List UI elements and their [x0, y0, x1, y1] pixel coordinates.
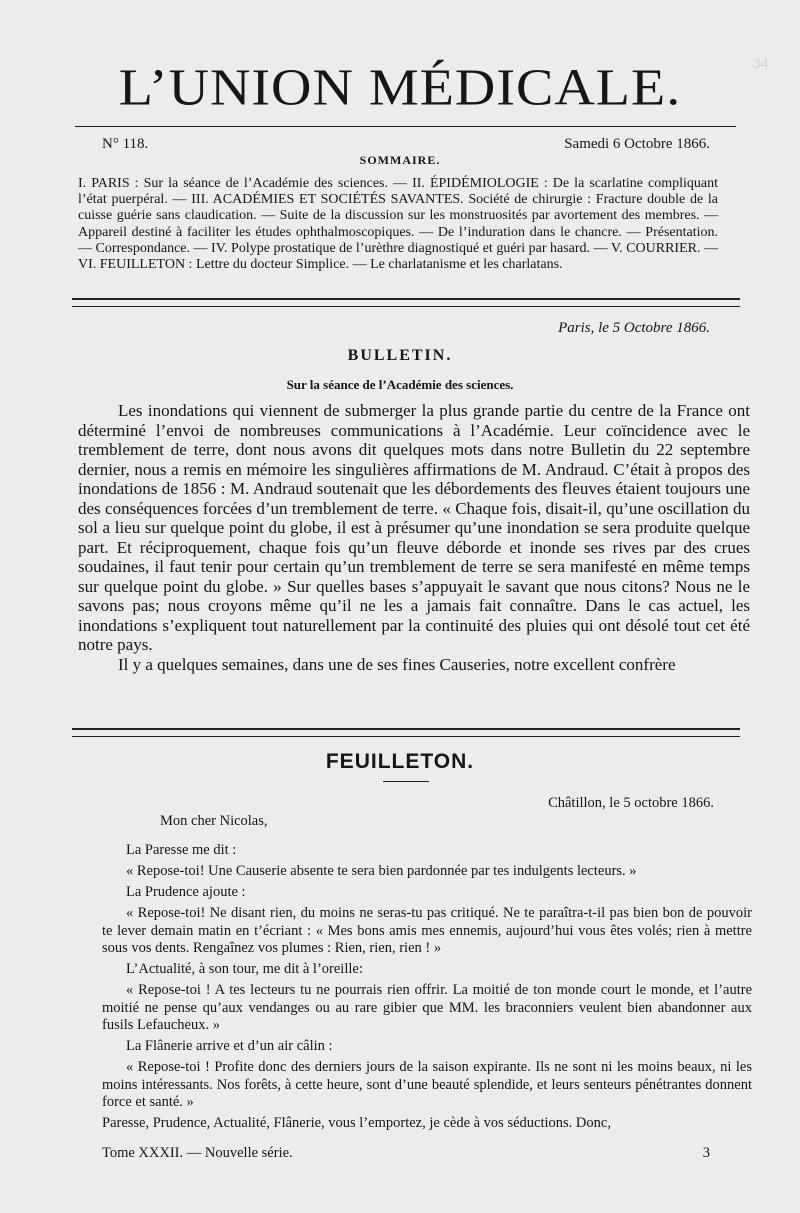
feuilleton-paragraph: La Paresse me dit :: [126, 842, 237, 858]
feuilleton-divider: [72, 728, 740, 737]
feuilleton-paragraph: Paresse, Prudence, Actualité, Flânerie, vous l’emportez, je cède à vos séductions. Donc,: [102, 1115, 611, 1132]
feuilleton-paragraph: « Repose-toi! Ne disant rien, du moins ne seras-tu pas critiqué. Ne te paraîtra-t-il pas bien bon de pouvoir te lever demain matin en t’écriant : « Mes bons amis mes ennemis, aujourd’hui vous êtes volés; rien à mettre sous vos dents. Rengaînez vos plumes : Rien, rien, rien ! »: [102, 904, 752, 957]
issue-number: N° 118.: [102, 136, 149, 152]
feuilleton-body: [102, 842, 752, 1136]
feuilleton-dateline: Châtillon, le 5 octobre 1866.: [548, 795, 714, 811]
feuilleton-title: FEUILLETON.: [325, 750, 475, 773]
issue-row: [102, 136, 710, 153]
section-divider-top: [72, 298, 740, 307]
feuilleton-paragraph: La Flânerie arrive et d’un air câlin :: [126, 1038, 333, 1055]
bulletin-subtitle: Sur la séance de l’Académie des sciences.: [286, 377, 514, 392]
bulletin-paragraph: Il y a quelques semaines, dans une de ses fines Causeries, notre excellent confrère: [118, 654, 676, 674]
bulletin-paragraph: Les inondations qui viennent de submerger la plus grande partie du centre de la France ont déterminé l’envoi de nombreuses communications à l’Académie. Leur coïncidence avec le tremblement de terre, dont nous avons dit quelques mots dans notre Bulletin du 22 septembre dernier, nous a remis en mémoire les singulières affirmations de M. Andraud. C’était à propos des inondations de 1856 : M. Andraud soutenait que les débordements des fleuves étaient toujours une des conséquences forcées d’un tremblement de terre. « Chaque fois, disait-il, qu’une oscillation du sol a lieu sur quelque point du globe, il est à présumer qu’une inondation se sera produite quelque part. Et réciproquement, chaque fois qu’un fleuve déborde et inonde ses rives par des crues soudaines, il faut tenir pour certain qu’un tremblement de terre se sera manifesté en même temps sur quelque point du globe. » Sur quelles bases s’appuyait le savant que nous citons? Nous ne le savons pas; nous croyons même qu’il ne les a jamais fait connaître. Dans le cas actuel, les inondations s’expliquent tout naturellement par la continuité des pluies qui ont désolé tout cet été notre pays.: [78, 401, 750, 654]
feuilleton-paragraph: « Repose-toi ! A tes lecteurs tu ne pourrais rien offrir. La moitié de ton monde court le monde, et l’autre moitié ne pense qu’aux vendanges ou au rare gibier que MM. les braconniers veulent bien abandonner aux fusils Lefaucheux. »: [102, 982, 752, 1034]
letter-salutation: Mon cher Nicolas,: [160, 813, 268, 829]
volume-line: Tome XXXII. — Nouvelle série.: [102, 1145, 293, 1161]
feuilleton-paragraph: La Prudence ajoute :: [126, 883, 246, 900]
sheet-number: 3: [702, 1145, 710, 1161]
feuilleton-paragraph: « Repose-toi! Une Causerie absente te sera bien pardonnée par tes indulgents lecteurs. »: [126, 862, 637, 879]
bulletin-dateline: Paris, le 5 Octobre 1866.: [558, 320, 710, 336]
sommaire-heading: SOMMAIRE.: [359, 153, 441, 167]
feuilleton-paragraph: « Repose-toi ! Profite donc des derniers jours de la saison expirante. Ils ne sont ni les moins beaux, ni les moins intéressants. Nos forêts, à cette heure, sont d’une beauté splendide, et leurs senteurs pénétrantes donnent force et santé. »: [102, 1059, 752, 1111]
masthead-title: L’UNION MÉDICALE.: [118, 59, 682, 117]
issue-date: Samedi 6 Octobre 1866.: [564, 136, 710, 152]
masthead-rule: [75, 126, 736, 127]
bulletin-title: BULLETIN.: [347, 347, 453, 364]
sommaire-text: I. PARIS : Sur la séance de l’Académie des sciences. — II. ÉPIDÉMIOLOGIE : De la scarlatine compliquant l’état puerpéral. — III. ACADÉMIES ET SOCIÉTÉS SAVANTES. Société de chirurgie : Fracture double de la cuisse guérie sans claudication. — Suite de la discussion sur les monstruosités par avortement des membres. — Appareil destiné à faciliter les études ophthalmoscopiques. — De l’induration dans le chancre. — Présentation. — Correspondance. — IV. Polype prostatique de l’urèthre diagnostiqué et guéri par hasard. — V. COURRIER. — VI. FEUILLETON : Lettre du docteur Simplice. — Le charlatanisme et les charlatans.: [78, 176, 718, 273]
page-number-top: 34: [753, 56, 768, 72]
feuilleton-paragraph: L’Actualité, à son tour, me dit à l’oreille:: [126, 961, 363, 978]
page-footer: [102, 1145, 710, 1162]
feuilleton-title-underline: [383, 781, 429, 782]
bulletin-body: [78, 401, 750, 674]
